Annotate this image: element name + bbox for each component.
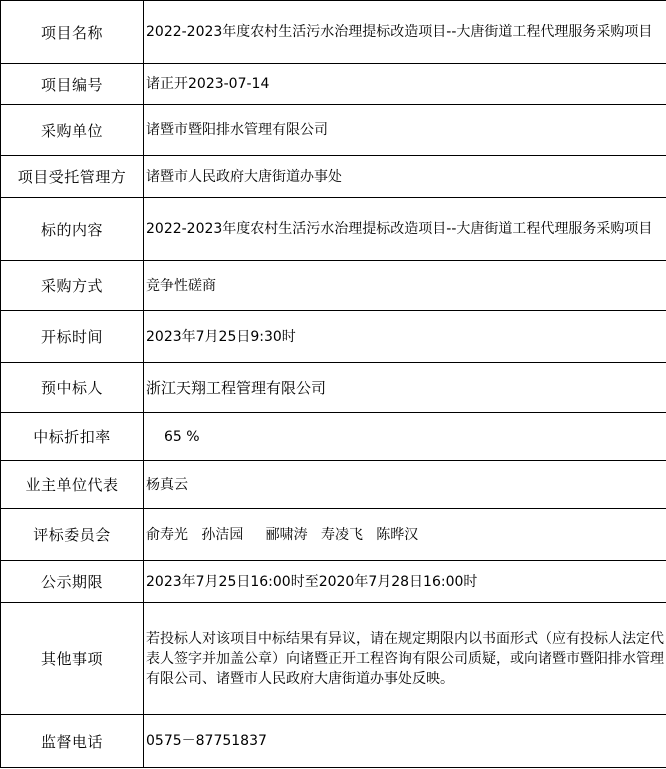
row-supervision-phone [1, 715, 666, 768]
row-procurement-method [1, 261, 666, 311]
label-procurement-method: 采购方式 [1, 261, 144, 311]
value-supervision-phone: 0575－87751837 [144, 715, 666, 768]
row-purchaser [1, 105, 666, 156]
label-bid-opening-time: 开标时间 [1, 311, 144, 363]
label-project-number: 项目编号 [1, 64, 144, 105]
row-project-name [1, 1, 666, 64]
label-pre-winner: 预中标人 [1, 363, 144, 413]
value-other-matters: 若投标人对该项目中标结果有异议，请在规定期限内以书面形式（应有投标人法定代表人签字并加盖公章）向诸暨正开工程咨询有限公司质疑，或向诸暨市暨阳排水管理有限公司、诸暨市人民政府大唐街道办事处反映。 [144, 603, 666, 715]
label-supervision-phone: 监督电话 [1, 715, 144, 768]
row-publicity-period [1, 561, 666, 603]
value-project-number: 诸正开2023-07-14 [144, 64, 666, 105]
row-pre-winner [1, 363, 666, 413]
value-trustee: 诸暨市人民政府大唐街道办事处 [144, 156, 666, 198]
label-discount-rate: 中标折扣率 [1, 413, 144, 461]
value-pre-winner: 浙江天翔工程管理有限公司 [144, 363, 666, 413]
row-evaluation-committee [1, 509, 666, 561]
value-subject-content: 2022-2023年度农村生活污水治理提标改造项目--大唐街道工程代理服务采购项目 [144, 198, 666, 261]
discount-rate-text: 65 % [164, 428, 200, 445]
row-subject-content [1, 198, 666, 261]
value-procurement-method: 竞争性磋商 [144, 261, 666, 311]
label-purchaser: 采购单位 [1, 105, 144, 156]
value-purchaser: 诸暨市暨阳排水管理有限公司 [144, 105, 666, 156]
row-project-number [1, 64, 666, 105]
value-publicity-period: 2023年7月25日16:00时至2020年7月28日16:00时 [144, 561, 666, 603]
label-trustee: 项目受托管理方 [1, 156, 144, 198]
row-owner-representative [1, 461, 666, 509]
row-trustee [1, 156, 666, 198]
value-evaluation-committee: 俞寿光 孙洁园 郦啸涛 寿凌飞 陈晔汉 [144, 509, 666, 561]
label-project-name: 项目名称 [1, 1, 144, 64]
value-discount-rate [144, 413, 666, 461]
value-project-name: 2022-2023年度农村生活污水治理提标改造项目--大唐街道工程代理服务采购项目 [144, 1, 666, 64]
row-other-matters [1, 603, 666, 715]
value-owner-representative: 杨真云 [144, 461, 666, 509]
row-discount-rate [1, 413, 666, 461]
row-bid-opening-time [1, 311, 666, 363]
label-evaluation-committee: 评标委员会 [1, 509, 144, 561]
label-subject-content: 标的内容 [1, 198, 144, 261]
label-other-matters: 其他事项 [1, 603, 144, 715]
label-publicity-period: 公示期限 [1, 561, 144, 603]
value-bid-opening-time: 2023年7月25日9:30时 [144, 311, 666, 363]
label-owner-representative: 业主单位代表 [1, 461, 144, 509]
